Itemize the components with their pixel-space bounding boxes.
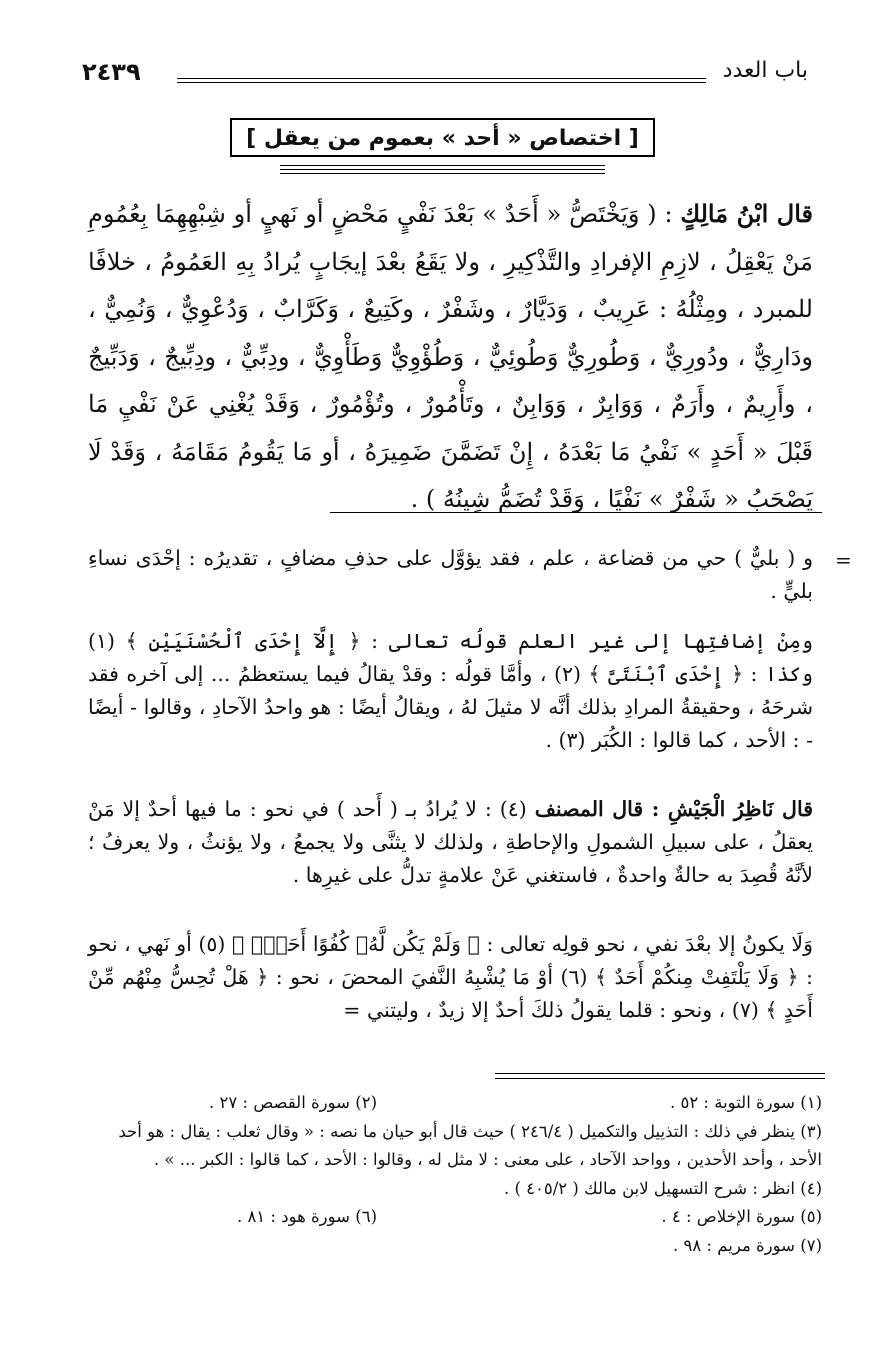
footnote-7: (٧) سورة مريم : ٩٨ . [672, 1235, 822, 1255]
header-rule [177, 82, 706, 83]
footnotes [82, 1089, 822, 1260]
commentary-paragraph-1: و ( بليٌّ ) حي من قضاعة ، علم ، فقد يؤوَّل على حذفِ مضافٍ ، تقديرُه : إحْدَى نساءِ بليٍّ . [88, 546, 813, 603]
chapter-title: باب العدد [722, 58, 808, 83]
commentary-text: (٤) : لا يُرادُ بـ ( أَحد ) في نحو : ما فيها أحدٌ إلا مَنْ يعقلُ ، على سبيلِ الشمولِ والإحاطةِ ، ولذلك لا يثنَّى ولا يجمعُ ، ولا يؤنثُ ، ولا يعرفُ ؛ لأنَّهُ قُصِدَ به حالةٌ واحدةٌ ، فاستغني عَنْ علامةٍ تدلُّ على غيرِها . [88, 797, 813, 887]
footnote-5: (٥) سورة الإخلاص : ٤ . [661, 1207, 822, 1226]
running-header [82, 58, 808, 98]
commentary-paragraph-4: وَلَا يكونُ إلا بعْدَ نفي ، نحو قولِه تعالى : ﴿ وَلَمْ يَكُن لَّهُۥ كُفُوًا أَحَدٌۢ ﴾ (٥) أو نَهي ، نحو : ﴿ وَلَا يَلْتَفِتْ مِنكُمْ أَحَدٌ ﴾ (٦) أوْ مَا يُشْبِهُ النَّفيَ المحضَ ، نحو : ﴿ هَلْ تُحِسُّ مِنْهُم مِّنْ أَحَدٍ ﴾ (٧) ، ونحو : قلما يقولُ ذلكَ أحدٌ إلا زيدٌ ، وليتني = [88, 932, 813, 1022]
header-rule [177, 78, 706, 79]
footnote-3: (٣) ينظر في ذلك : التذييل والتكميل ( ٢٤٦/٤ ) حيث قال أبو حيان ما نصه : « وقال ثعلب : يقال : هو أحد [118, 1121, 822, 1141]
matn-text: : ( وَيَخْتَصُّ « أَحَدٌ » بَعْدَ نَفْيٍ مَحْضٍ أو نَهيٍ أو شِبْهِهِمَا بِعُمُومِ مَنْ يَعْقِلُ ، لازِمِ الإفرادِ والتَّذْكِيرِ ، ولا يَقَعُ بعْدَ إيجَابٍ يُرادُ بِهِ العَمُومُ ، خلافًا للمبرد ، ومِثْلُهُ : عَرِيبٌ ، وَدَيَّارٌ ، وشَفْرٌ ، وكَتِيعٌ ، وَكَرَّابٌ ، وَدُعْوِيٌّ ، وَنُمِيٌّ ، ودَارِيٌّ ، ودُورِيٌّ ، وَطُورِيٌّ وَطُوئِيٌّ ، وَطُؤْوِيٌّ وَطَأْوِيٌّ ، ودِبِّيٌّ ، ودِبِّيجٌ ، وَدَبِّيجٌ ، وأَرِيمٌ ، وأَرَمٌ ، وَوَابِرٌ ، وَوَابِنٌ ، وتَأْمُورٌ ، وتُؤْمُورٌ ، وَقَدْ يُغْنِي عَنْ نَفْيِ مَا قَبْلَ « أَحَدٍ » نَفْيُ مَا بَعْدَهُ ، إِنْ تَضَمَّنَ ضَمِيرَهُ ، أو مَا يَقُومُ مَقَامَهُ ، وَقَدْ لَا يَصْحَبُ « شَفْرٌ » نَفْيًا ، وَقَدْ تُضَمُّ شِينُهُ ) . [88, 200, 813, 513]
separator-rule [330, 512, 822, 513]
footnote-6: (٦) سورة هود : ٨١ . [236, 1207, 377, 1226]
footnote-3-cont: الأحد ، وأحد الأحدين ، وواحد الآحاد ، على معنى : لا مثل له ، وقالوا : الأحد ، كما قالوا : الكبر ... » . [153, 1150, 822, 1169]
section-title [0, 118, 885, 157]
footnote-row [82, 1089, 822, 1118]
page-number: ٢٤٣٩ [82, 58, 141, 86]
commentary-paragraph-3 [88, 793, 813, 892]
main-text [88, 190, 813, 524]
footnote-4: (٤) انظر : شرح التسهيل لابن مالك ( ٤٠٥/٢ ) . [503, 1178, 822, 1198]
matn-speaker: قال ابْنُ مَالِكٍ [680, 199, 813, 228]
footnote-1: (١) سورة التوبة : ٥٢ . [669, 1093, 822, 1112]
title-underline [280, 165, 605, 177]
footnote-row [82, 1203, 822, 1232]
section-title-text: [ اختصاص « أحد » بعموم من يعقل ] [230, 118, 655, 157]
continuation-mark: = [835, 548, 852, 572]
commentary-speaker: قال نَاظِرُ الْجَيْشِ : قال المصنف [534, 797, 813, 821]
footnote-separator [495, 1073, 825, 1083]
footnote-2: (٢) سورة القصص : ٢٧ . [209, 1093, 377, 1112]
commentary-paragraph-2: ومِنْ إضافتِها إلى غير العلم قولُه تعالى : ﴿ إِلَّآ إِحْدَى ٱلْحُسْنَيَيْنِ ﴾ (١) وكذا : ﴿ إِحْدَى ٱبْنَتَىَّ ﴾ (٢) ، وأمَّا قولُه : وقدْ يقالُ فيما يستعظمُ ... إلى آخره فقد شرحَهُ ، وحقيقةُ المرادِ بذلك أنَّه لا مثيلَ لهُ ، ويقالُ أيضًا : هو واحدُ الآحادِ ، وقالوا - أيضًا - : الأحد ، كما قالوا : الكُبَر (٣) . [88, 629, 813, 752]
